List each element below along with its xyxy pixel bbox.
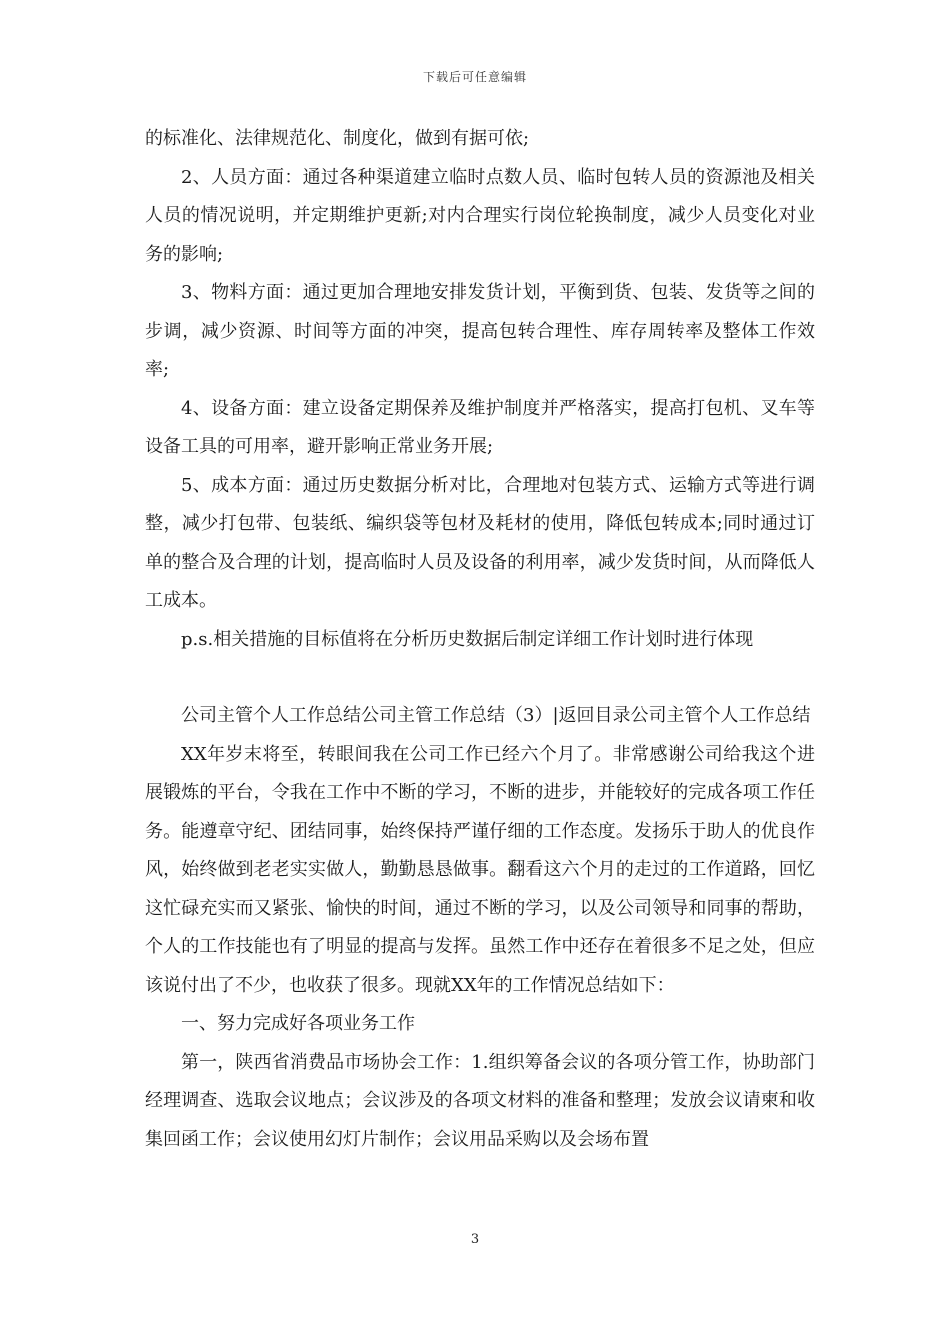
subheading-business-work: 一、努力完成好各项业务工作 bbox=[181, 1013, 415, 1034]
section-spacer bbox=[145, 659, 815, 697]
page-number: 3 bbox=[470, 1232, 480, 1247]
section-title: 公司主管个人工作总结公司主管工作总结（3）|返回目录公司主管个人工作总结 bbox=[181, 705, 811, 726]
paragraph-standardization: 的标准化、法律规范化、制度化，做到有据可依; bbox=[145, 128, 530, 149]
paragraph-ps-note: p.s.相关措施的目标值将在分析历史数据后制定详细工作计划时进行体现 bbox=[181, 628, 754, 650]
paragraph-equipment: 4、设备方面：建立设备定期保养及维护制度并严格落实，提高打包机、叉车等设备工具的可用率，避开影响正常业务开展; bbox=[145, 397, 815, 457]
paragraph-cost: 5、成本方面：通过历史数据分析对比，合理地对包装方式、运输方式等进行调整，减少打包带、包装纸、编织袋等包材及耗材的使用，降低包转成本;同时通过订单的整合及合理的计划，提高临时人员及设备的利用率，减少发货时间，从而降低人工成本。 bbox=[145, 474, 815, 611]
paragraph-materials: 3、物料方面：通过更加合理地安排发货计划，平衡到货、包装、发货等之间的步调，减少资源、时间等方面的冲突，提高包转合理性、库存周转率及整体工作效率; bbox=[145, 282, 815, 380]
paragraph-association-work: 第一，陕西省消费品市场协会工作：1.组织筹备会议的各项分管工作，协助部门经理调查、选取会议地点；会议涉及的各项文材料的准备和整理；发放会议请柬和收集回函工作；会议使用幻灯片制作；会议用品采购以及会场布置 bbox=[145, 1051, 815, 1150]
page-header-note: 下载后可任意编辑 bbox=[422, 70, 527, 84]
paragraph-personnel: 2、人员方面：通过各种渠道建立临时点数人员、临时包转人员的资源池及相关人员的情况说明，并定期维护更新;对内合理实行岗位轮换制度，减少人员变化对业务的影响; bbox=[145, 166, 815, 265]
document-body bbox=[145, 120, 815, 1159]
paragraph-year-end-summary: XX年岁末将至，转眼间我在公司工作已经六个月了。非常感谢公司给我这个进展锻炼的平台，令我在工作中不断的学习，不断的进步，并能较好的完成各项工作任务。能遵章守纪、团结同事，始终保持严谨仔细的工作态度。发扬乐于助人的优良作风，始终做到老老实实做人，勤勤恳恳做事。翻看这六个月的走过的工作道路，回忆这忙碌充实而又紧张、愉快的时间，通过不断的学习，以及公司领导和同事的帮助，个人的工作技能也有了明显的提高与发挥。虽然工作中还存在着很多不足之处，但应该说付出了不少，也收获了很多。现就XX年的工作情况总结如下： bbox=[145, 743, 815, 996]
